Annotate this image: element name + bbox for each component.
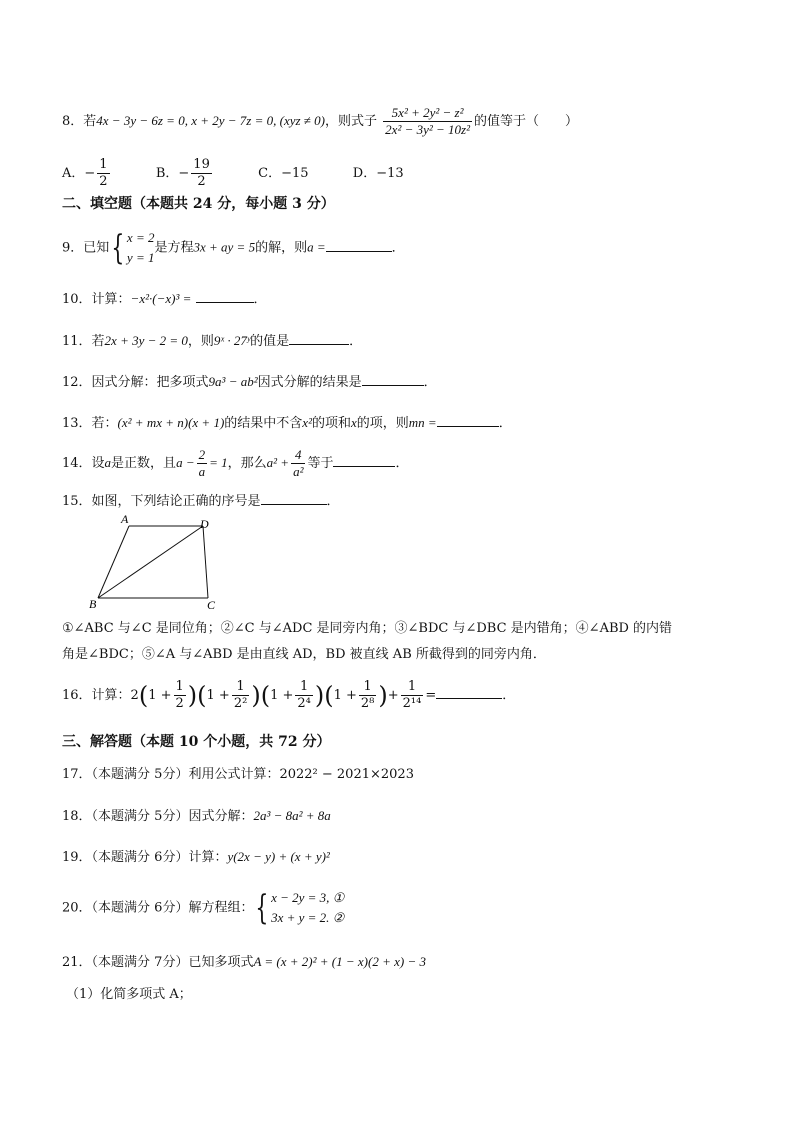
answer-blank[interactable] (326, 251, 392, 252)
question-19: 19．（本题满分 6分）计算：y(2x − y) + (x + y)² (62, 849, 330, 865)
question-9: 9．已知{ x = 2 y = 1 是方程3x + ay = 5的解，则a = ． (62, 228, 405, 268)
question-14: 14．设a是正数，且a − $\frac{2}{a}$ = 1，那么a² + $\frac{4}{\text{a²}}$ 等于 ． (62, 447, 409, 479)
answer-blank[interactable] (437, 426, 499, 427)
question-18: 18．（本题满分 5分）因式分解：2a³ − 8a² + 8a (62, 808, 331, 824)
question-16: 16．计算：2(1 + $\frac{1}{2}$ )(1 + $\frac{1}{\text{2²}}$ )(1 + $\frac{1}{\text{2⁴}}$ )(1 + $\frac{1}{\text{2⁸}}$ )+ $\frac{1}{\text{2¹⁴}}$ = ． (62, 679, 516, 711)
q9-system: x = 2 y = 1 (126, 230, 155, 265)
answer-blank[interactable] (196, 302, 254, 303)
section-3-heading: 三、解答题（本题 10 个小题，共 72 分） (62, 734, 331, 750)
answer-blank[interactable] (436, 698, 502, 699)
answer-blank[interactable] (333, 466, 395, 467)
q8-equations: 4x − 3y − 6z = 0, x + 2y − 7z = 0, (xyz ≠ 0) (96, 113, 326, 128)
question-21: 21．（本题满分 7分）已知多项式A = (x + 2)² + (1 − x)(2 + x) − 3 (62, 954, 426, 970)
question-15: 15．如图，下列结论正确的序号是 ． (62, 494, 340, 509)
option-a: A．− $\frac{1}{2}$ (62, 157, 108, 189)
label-c: C (207, 598, 216, 612)
question-10: 10．计算：−x²·(−x)³ = ． (62, 291, 267, 307)
label-d: D (200, 517, 209, 531)
q15-statements-line1: ①∠ABC 与∠C 是同位角；②∠C 与∠ADC 是同旁内角；③∠BDC 与∠DBC 是内错角；④∠ABD 的内错 (62, 621, 673, 636)
q15-statements-line2: 角是∠BDC；⑤∠A 与∠ABD 是由直线 AD，BD 被直线 AB 所截得到的同旁内角． (62, 647, 546, 662)
question-12: 12．因式分解：把多项式9a³ − ab²因式分解的结果是 ． (62, 374, 437, 390)
question-21-part-1: （1）化简多项式 A； (66, 987, 192, 1002)
q20-system: x − 2y = 3, ① 3x + y = 2. ② (271, 890, 345, 925)
option-b: B．− $\frac{19}{2}$ (155, 157, 210, 189)
label-b: B (89, 597, 97, 611)
section-2-heading: 二、填空题（本题共 24 分，每小题 3 分） (62, 196, 335, 212)
segment-dc (203, 526, 208, 598)
q8-options (62, 157, 404, 190)
question-13: 13．若：(x² + mx + n)(x + 1)的结果中不含x²的项和x的项，则mn = ． (62, 415, 512, 431)
option-d: D．−13 (352, 166, 404, 181)
system-brace: { (111, 228, 125, 268)
quadrilateral-figure (86, 512, 226, 612)
answer-blank[interactable] (289, 344, 349, 345)
q8-fraction: $\frac{\text{5x² + 2y² − z²}}{\text{2x² − 3y² − 10z²}}$ (385, 105, 471, 137)
system-brace: { (255, 888, 269, 928)
answer-blank[interactable] (362, 385, 424, 386)
question-17: 17．（本题满分 5分）利用公式计算：2022² − 2021×2023 (62, 767, 414, 782)
answer-blank[interactable] (261, 504, 327, 505)
option-c: C．−15 (258, 166, 309, 181)
label-a: A (121, 512, 129, 526)
question-20: 20．（本题满分 6分）解方程组：{ x − 2y = 3, ① 3x + y = 2. ② (62, 888, 345, 928)
question-8: 8．若4x − 3y − 6z = 0, x + 2y − 7z = 0, (xyz ≠ 0)，则式子 $\frac{\text{5x² + 2y² − z²}}{\text{2x² − 3y² − 10z²}}$ 的值等于（ ） (62, 105, 579, 137)
question-11: 11．若2x + 3y − 2 = 0，则9ˣ · 27ʸ的值是 ． (62, 333, 363, 349)
